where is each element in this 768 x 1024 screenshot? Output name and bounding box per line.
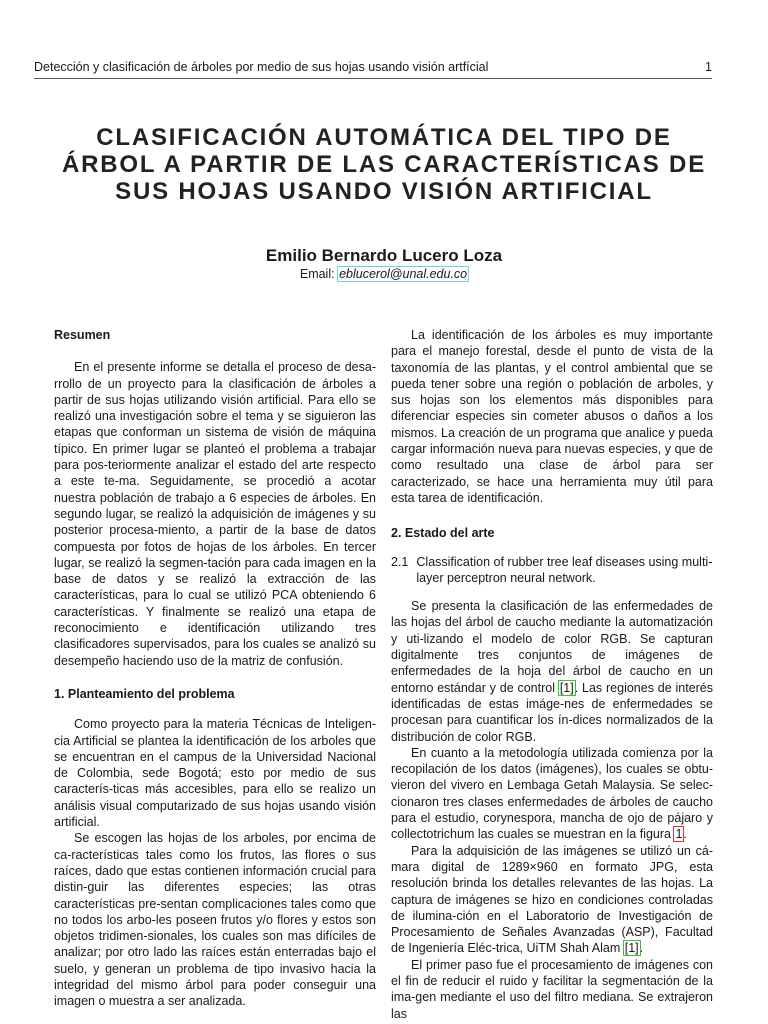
subsection-2-1 [391, 554, 713, 587]
running-title: Detección y clasificación de árboles por medio de sus hojas usando visión artfícial [34, 60, 489, 74]
paragraph-text: Para la adquisición de las imágenes se utilizó un cá-mara digital de 1289×960 en formato JPG, esta resolución brinda los detalles relevantes de las hojas. La captura de imágenes se hizo en condiciones controladas de ilumina-ción en el Laboratorio de Investigación de Procesamiento de Señales Avanzadas (ASP), Facultad de Ingeniería Eléc-trica, UiTM Shah Alam [391, 843, 713, 956]
email-label: Email: [299, 267, 335, 281]
section-1-paragraph-1: Como proyecto para la materia Técnicas de Inteligen-cia Artificial se plantea la identificación de los arboles que se encuentran en el campus de la Universidad Nacional de Colombia, sede Bogotá; esto por medio de sus caracterís-ticas más accesibles, para ello se realizo un análisis visual computarizado de sus hojas usando visión artificial. [54, 717, 376, 830]
paragraph-text: . [639, 941, 644, 956]
abstract-text: En el presente informe se detalla el proceso de desa-rrollo de un proyecto para la clasificación de árboles a partir de sus hojas utilizando visión artificial. Para ello se realizó una investigación sobre el tema y se siguieron las etapas que conforman un sistema de visión de máquina típico. En primer lugar se planteó el problema a trabajar para pos-teriormente analizar el estado del arte respecto a este te-ma. Seguidamente, se procedió a acotar nuestra población de trabajo a 6 especies de árboles. En segundo lugar, se realizó la adquisición de imágenes y su posterior procesa-miento, a partir de la base de datos compuesta por fotos de hojas de los árboles. En tercer lugar, se realizó la segmen-tación para cada imagen en la base de datos y se realizó la extracción de las características, para lo cual se utilizó PCA obteniendo 6 características. Y finalmente se realizó una etapa de reconocimiento e identificación utilizando tres clasificadores supervisados, para los cuales se analizó su desempeño haciendo uso de la matriz de confusión. [54, 360, 376, 668]
left-column [54, 327, 376, 1010]
paper-title [40, 124, 728, 205]
section-1-heading: 1. Planteamiento del problema [54, 686, 235, 701]
intro-paragraph: La identificación de los árboles es muy importante para el manejo forestal, desde el punto de vista de la taxonomía de las plantas, y el control ambiental que se pueda tener sobre una región o población de arboles, y sus hojas son los elementos más disponibles para diferenciar especies sin cometer abusos o daños a los mismos. La creación de un programa que analice y pueda cargar información nueva para nuevas especies, y que de como resultado una clase de árbol para ser caracterizado, se hace una herramienta muy útil para esta tarea de identificación. [391, 328, 713, 505]
section-2-paragraph-2 [391, 745, 713, 843]
subsection-number: 2.1 [391, 554, 409, 569]
title-line-2: ÁRBOL A PARTIR DE LAS CARACTERÍSTICAS DE [61, 151, 706, 178]
author-email-line [0, 267, 768, 281]
right-column [391, 327, 713, 1022]
section-2-paragraph-3 [391, 843, 713, 957]
section-2-heading: 2. Estado del arte [391, 526, 495, 541]
author-name: Emilio Bernardo Lucero Loza [265, 246, 503, 265]
subsection-title: Classification of rubber tree leaf diseases using multi-layer perceptron neural network. [416, 554, 713, 585]
citation-link[interactable]: [1] [624, 941, 639, 956]
running-header [34, 60, 712, 79]
abstract-heading: Resumen [54, 328, 111, 342]
paragraph-text: . [683, 827, 687, 842]
section-2-paragraph-4: El primer paso fue el procesamiento de imágenes con el fin de reducir el ruido y facilitar la segmentación de la ima-gen mediante el uso del filtro mediana. Se extrajeron las [391, 957, 713, 1021]
section-1-paragraph-2: Se escogen las hojas de los arboles, por encima de ca-racterísticas tales como los frutos, las flores o sus raíces, dado que estas contienen información crucial para distin-guir las diferentes especies; las otras características pre-sentan complicaciones tales como que no todos los arbo-les poseen frutos y/o flores y estos son objetos tridimen-sionales, los cuales son mas difíciles de analizar; por otro lado las raíces están enterradas bajo el suelo, y generan un problema de tipo invasivo hacia la integridad del mismo árbol para poder conseguir una imagen o muestra a ser analizada. [54, 831, 376, 1009]
citation-link[interactable]: [1] [559, 680, 574, 695]
page-number: 1 [705, 60, 712, 74]
email-link[interactable]: eblucerol@unal.edu.co [339, 267, 468, 281]
paragraph-text: En cuanto a la metodología utilizada comienza por la recopilación de los datos (imágenes), los cuales se obtu-vieron del vivero en Lembaga Getah Malaysia. Se selec-cionaron tres clases enfermedades de árboles de caucho para el estudio, corynespora, mancha de ojo de pájaro y collectotrichum las cuales se muestran en la figura [391, 745, 713, 842]
title-line-3: SUS HOJAS USANDO VISIÓN ARTIFICIAL [115, 178, 653, 205]
section-2-paragraph-1 [391, 598, 713, 745]
paragraph-text: Se presenta la clasificación de las enfermedades de las hojas del árbol de caucho mediante la automatización y uti-lizando el modelo de color RGB. Se capturan digitalmente tres conjuntos de imágenes de enfermedades de la hoja del árbol de caucho en un entorno estándar y de control [391, 599, 713, 695]
figure-reference-link[interactable]: 1 [675, 827, 683, 842]
paragraph-text: . Las regiones de interés identificadas de estas imáge-nes de enfermedades se procesan para cuantificar los ín-dices normalizados de la distribución de color RGB. [391, 680, 714, 744]
title-line-1: CLASIFICACIÓN AUTOMÁTICA DEL TIPO DE [96, 124, 672, 151]
